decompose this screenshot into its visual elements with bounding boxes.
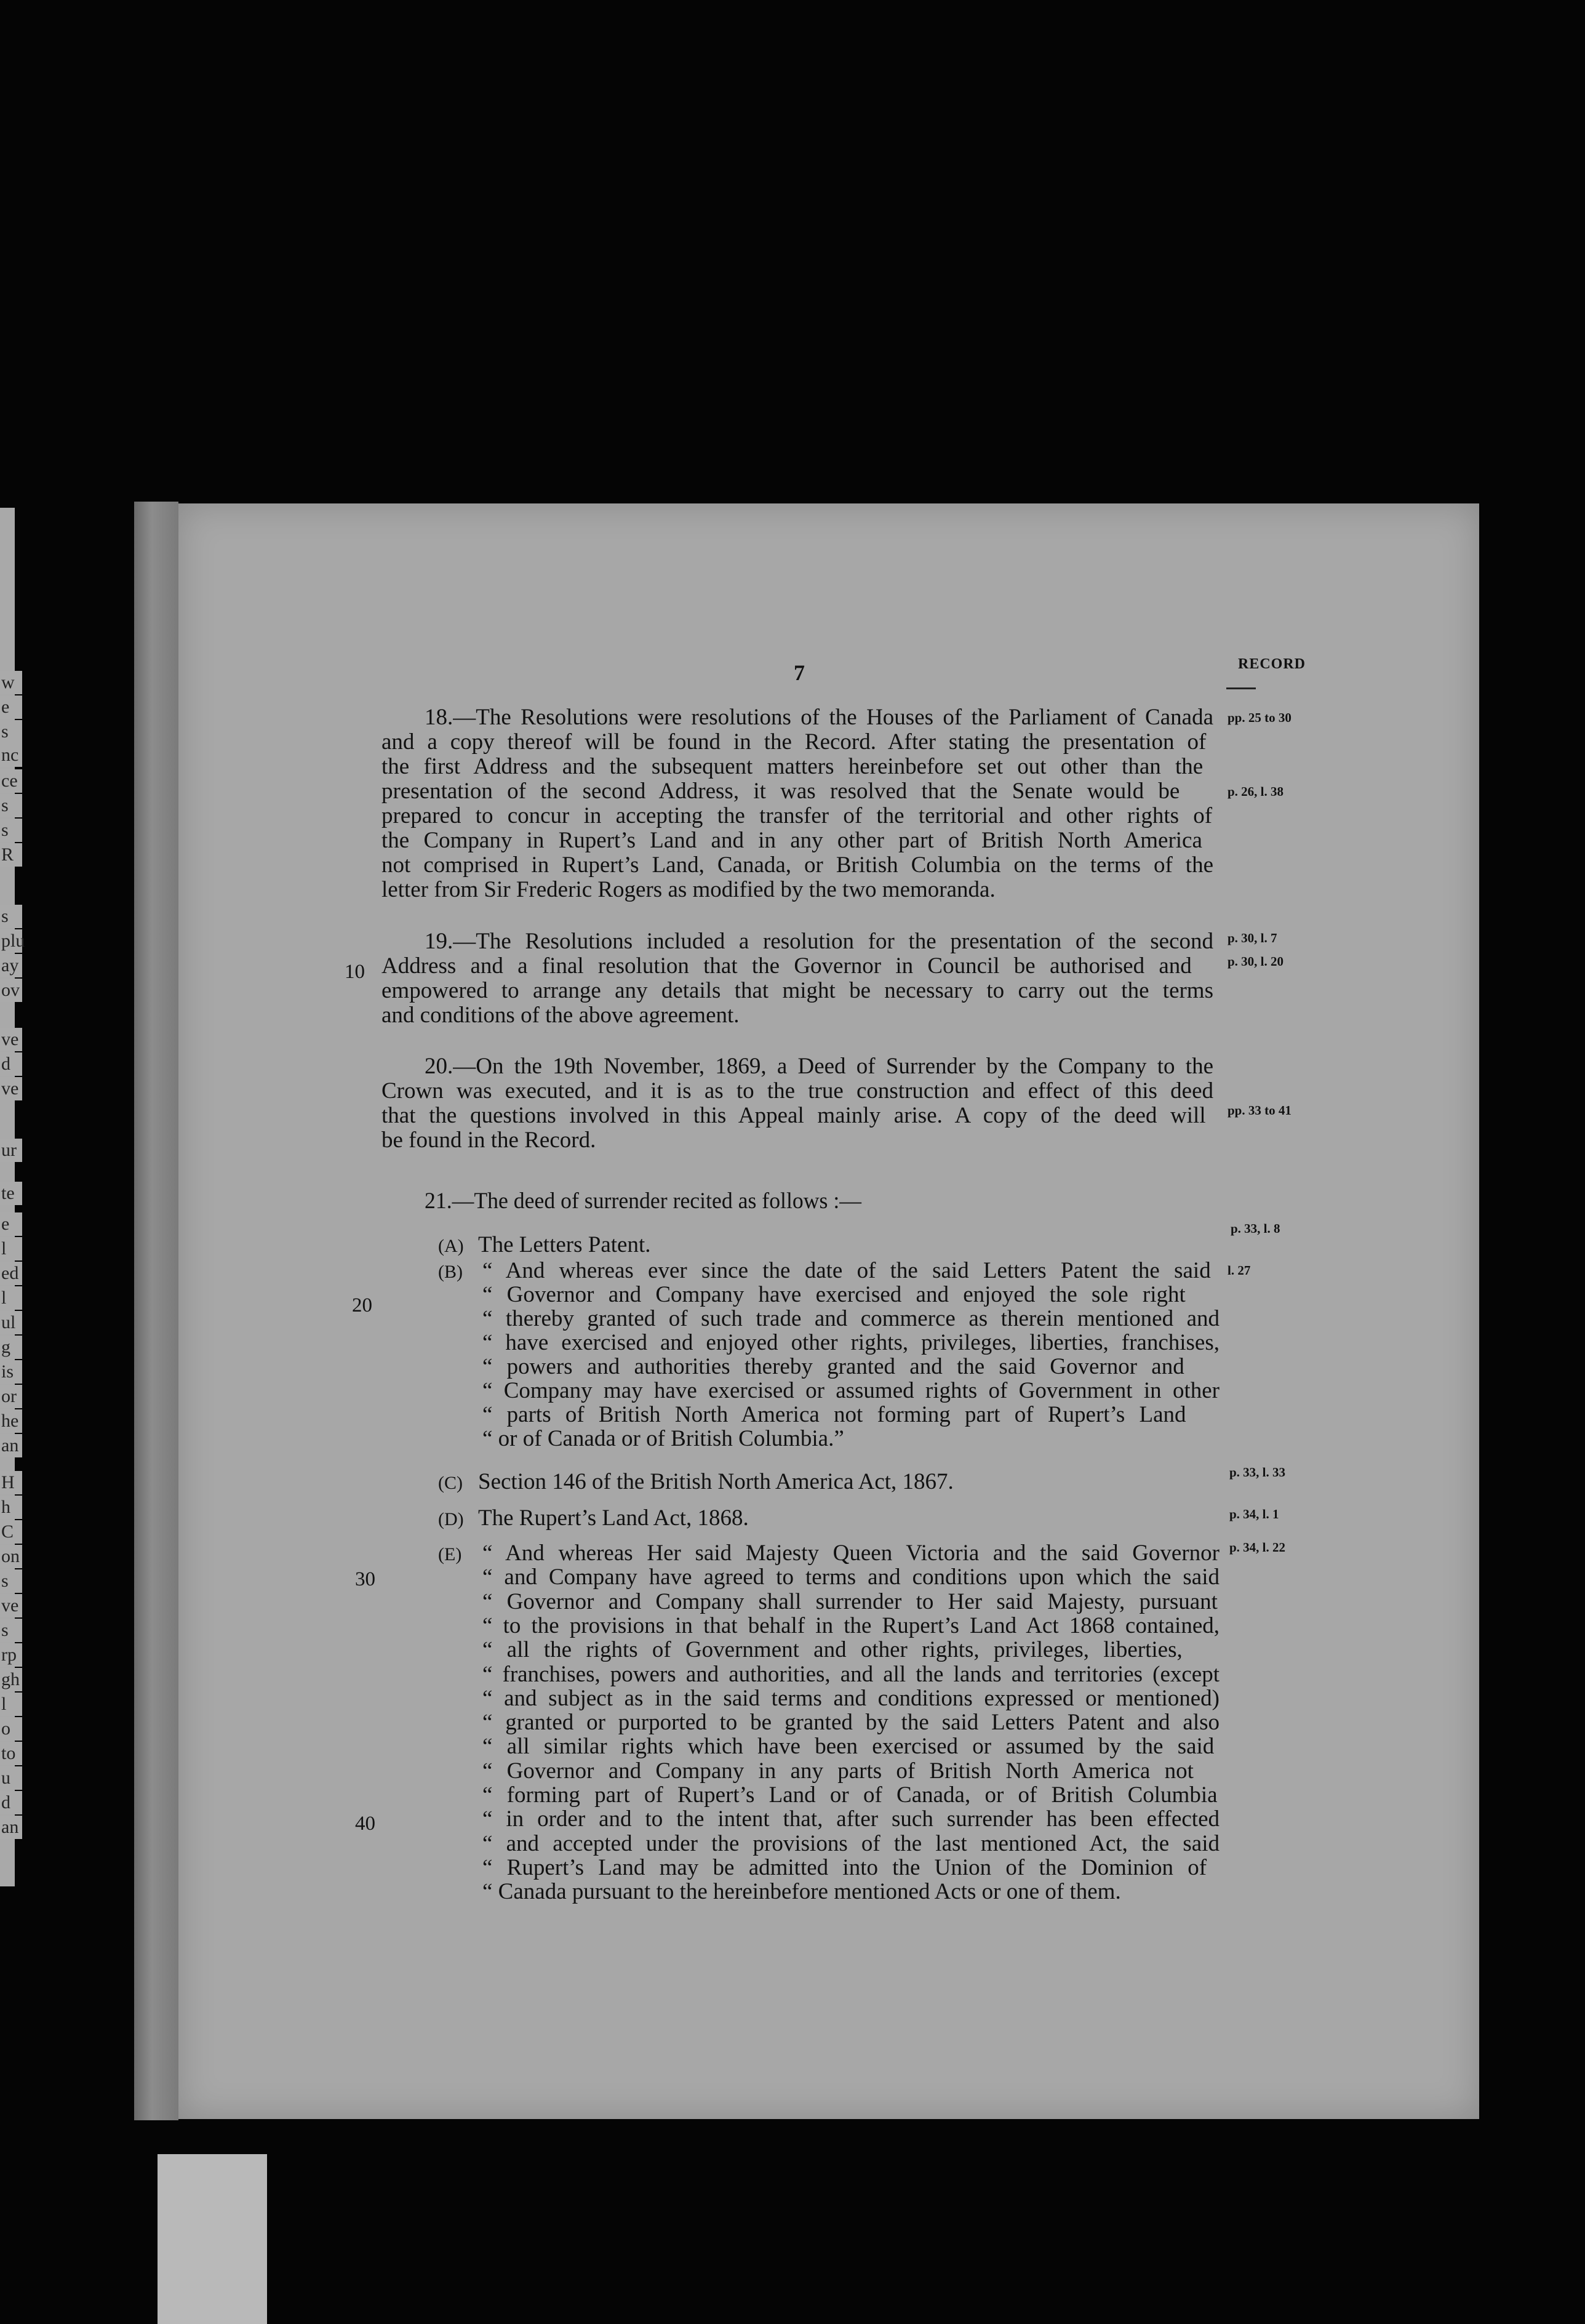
line-number: 10: [345, 961, 365, 983]
adjacent-page-fragment: e: [0, 695, 22, 719]
recital-letter: (C): [438, 1473, 463, 1493]
adjacent-page-fragment: nc: [0, 743, 22, 767]
adjacent-page-fragment: g: [0, 1336, 22, 1359]
adjacent-page-fragment: o: [0, 1717, 22, 1741]
paragraph-line: 19.—The Resolutions included a resolution for the presentation of the second: [425, 929, 1213, 954]
recital-letter: (E): [438, 1544, 462, 1565]
adjacent-page-fragment: ur: [0, 1139, 22, 1162]
paper-tab: [158, 2154, 267, 2324]
recital-line: “ and subject as in the said terms and conditions expressed or mentioned): [482, 1685, 1220, 1711]
paragraph-line: letter from Sir Frederic Rogers as modified by the two memoranda.: [381, 877, 996, 902]
adjacent-page-fragment: d: [0, 1791, 22, 1814]
recital-line: “ powers and authorities thereby granted and the said Governor and: [482, 1354, 1184, 1379]
recital-letter: (B): [438, 1262, 463, 1282]
paragraph-line: empowered to arrange any details that might be necessary to carry out the terms: [381, 978, 1213, 1003]
line-number: 20: [352, 1294, 372, 1316]
recital-letter: (D): [438, 1509, 464, 1529]
adjacent-page-fragment: ve: [0, 1594, 22, 1617]
adjacent-page-fragment: rp: [0, 1643, 22, 1667]
adjacent-page-fragment: s: [0, 720, 22, 743]
recital-line: “ granted or purported to be granted by the said Letters Patent and also: [482, 1710, 1220, 1736]
recital-line: “ have exercised and enjoyed other rights, privileges, liberties, franchises,: [482, 1330, 1220, 1355]
margin-reference: pp. 33 to 41: [1228, 1103, 1292, 1118]
paragraph-line: presentation of the second Address, it was resolved that the Senate would be: [381, 779, 1180, 804]
adjacent-page-fragment: l: [0, 1237, 22, 1260]
paragraph-line: the Company in Rupert’s Land and in any other part of British North America: [381, 828, 1202, 853]
recital-line: “ thereby granted of such trade and commerce as therein mentioned and: [482, 1306, 1220, 1331]
adjacent-page-fragment: an: [0, 1434, 22, 1457]
recital-line: “ all the rights of Government and other rights, privileges, liberties,: [482, 1637, 1183, 1663]
recital-letter: (A): [438, 1236, 464, 1256]
adjacent-page-fragment: d: [0, 1052, 22, 1076]
recital-line: “ Canada pursuant to the hereinbefore mentioned Acts or one of them.: [482, 1879, 1121, 1905]
adjacent-page-fragment: plu: [0, 929, 22, 953]
paragraph-line: Crown was executed, and it is as to the true construction and effect of this deed: [381, 1078, 1213, 1104]
adjacent-page-fragment: ve: [0, 1028, 22, 1051]
recital-line: “ parts of British North America not forming part of Rupert’s Land: [482, 1402, 1186, 1427]
adjacent-page-fragment: e: [0, 1212, 22, 1236]
recital-line: “ in order and to the intent that, after such surrender has been effected: [482, 1806, 1220, 1832]
recital-line: “ or of Canada or of British Columbia.”: [482, 1426, 844, 1451]
recital-line: Section 146 of the British North America Act, 1867.: [478, 1469, 954, 1494]
paragraph-line: 18.—The Resolutions were resolutions of the Houses of the Parliament of Canada: [425, 705, 1213, 730]
page-number: 7: [794, 660, 805, 685]
paragraph-line: and conditions of the above agreement.: [381, 1003, 740, 1028]
adjacent-page-fragment: u: [0, 1766, 22, 1790]
recital-line: “ and accepted under the provisions of the last mentioned Act, the said: [482, 1830, 1220, 1856]
adjacent-page-fragment: ov: [0, 979, 22, 1002]
adjacent-page-fragment: is: [0, 1360, 22, 1384]
line-number: 30: [355, 1568, 375, 1590]
adjacent-page-fragment: h: [0, 1496, 22, 1519]
adjacent-page-fragment: to: [0, 1742, 22, 1765]
recital-line: “ and Company have agreed to terms and conditions upon which the said: [482, 1565, 1220, 1590]
paragraph-line: not comprised in Rupert’s Land, Canada, or British Columbia on the terms of the: [381, 852, 1213, 878]
adjacent-page-fragment: ve: [0, 1077, 22, 1100]
adjacent-page-fragment: ce: [0, 769, 22, 793]
adjacent-page-fragment: s: [0, 1619, 22, 1642]
adjacent-page-fragment: C: [0, 1520, 22, 1544]
adjacent-page-fragment: ed: [0, 1262, 22, 1285]
margin-reference: p. 30, l. 20: [1228, 954, 1284, 969]
book-spine-shadow: [134, 502, 178, 2120]
paragraph-line: 21.—The deed of surrender recited as follows :—: [425, 1188, 861, 1214]
adjacent-page-fragment: w: [0, 671, 22, 694]
recital-line: “ Governor and Company in any parts of British North America not: [482, 1758, 1194, 1784]
recital-line: “ to the provisions in that behalf in the Rupert’s Land Act 1868 contained,: [482, 1613, 1220, 1638]
adjacent-page-fragment: l: [0, 1693, 22, 1716]
recital-line: “ franchises, powers and authorities, and all the lands and territories (except: [482, 1661, 1220, 1687]
adjacent-page-fragment: ay: [0, 954, 22, 977]
adjacent-page-fragment: s: [0, 794, 22, 817]
adjacent-page-fragment: s: [0, 1569, 22, 1593]
margin-reference: p. 33, l. 33: [1229, 1465, 1286, 1480]
paragraph-line: Address and a final resolution that the Governor in Council be authorised and: [381, 953, 1192, 979]
margin-reference: p. 34, l. 1: [1229, 1507, 1279, 1521]
margin-reference: p. 34, l. 22: [1229, 1540, 1286, 1555]
recital-line: “ Company may have exercised or assumed rights of Government in other: [482, 1378, 1220, 1403]
recital-line: “ all similar rights which have been exercised or assumed by the said: [482, 1734, 1215, 1760]
record-heading: RECORD: [1238, 656, 1306, 672]
record-heading-rule: [1226, 687, 1256, 689]
margin-reference: l. 27: [1228, 1263, 1251, 1278]
adjacent-page-fragment: ul: [0, 1311, 22, 1334]
paragraph-line: the first Address and the subsequent matters hereinbefore set out other than the: [381, 754, 1204, 779]
adjacent-page-fragment: te: [0, 1182, 22, 1205]
recital-line: “ And whereas Her said Majesty Queen Victoria and the said Governor: [482, 1541, 1220, 1566]
recital-line: The Letters Patent.: [478, 1232, 651, 1257]
adjacent-page-fragment: s: [0, 905, 22, 928]
adjacent-page-fragment: he: [0, 1409, 22, 1433]
paragraph-line: be found in the Record.: [381, 1128, 596, 1153]
adjacent-page-fragment: on: [0, 1545, 22, 1568]
paragraph-line: 20.—On the 19th November, 1869, a Deed of Surrender by the Company to the: [425, 1054, 1213, 1079]
recital-line: The Rupert’s Land Act, 1868.: [478, 1505, 749, 1531]
line-number: 40: [355, 1813, 375, 1835]
adjacent-page-fragment: l: [0, 1286, 22, 1310]
adjacent-page-fragment: H: [0, 1471, 22, 1494]
paragraph-line: prepared to concur in accepting the transfer of the territorial and other rights of: [381, 803, 1213, 828]
recital-line: “ Rupert’s Land may be admitted into the Union of the Dominion of: [482, 1854, 1207, 1880]
margin-reference: p. 30, l. 7: [1228, 931, 1277, 945]
margin-reference: p. 33, l. 8: [1231, 1221, 1280, 1236]
adjacent-page-fragment: gh: [0, 1668, 22, 1691]
paragraph-line: and a copy thereof will be found in the Record. After stating the presentation of: [381, 729, 1207, 755]
recital-line: “ Governor and Company have exercised and enjoyed the sole right: [482, 1282, 1186, 1307]
paragraph-line: that the questions involved in this Appeal mainly arise. A copy of the deed will: [381, 1103, 1206, 1128]
adjacent-page-fragment: an: [0, 1816, 22, 1839]
margin-reference: pp. 25 to 30: [1228, 710, 1292, 725]
adjacent-page-fragment: R: [0, 843, 22, 867]
recital-line: “ Governor and Company shall surrender to Her said Majesty, pursuant: [482, 1589, 1218, 1614]
adjacent-page-fragment: s: [0, 819, 22, 842]
recital-line: “ forming part of Rupert’s Land or of Canada, or of British Columbia: [482, 1782, 1218, 1808]
margin-reference: p. 26, l. 38: [1228, 784, 1284, 799]
recital-line: “ And whereas ever since the date of the said Letters Patent the said: [482, 1258, 1211, 1283]
adjacent-page-fragment: or: [0, 1385, 22, 1408]
